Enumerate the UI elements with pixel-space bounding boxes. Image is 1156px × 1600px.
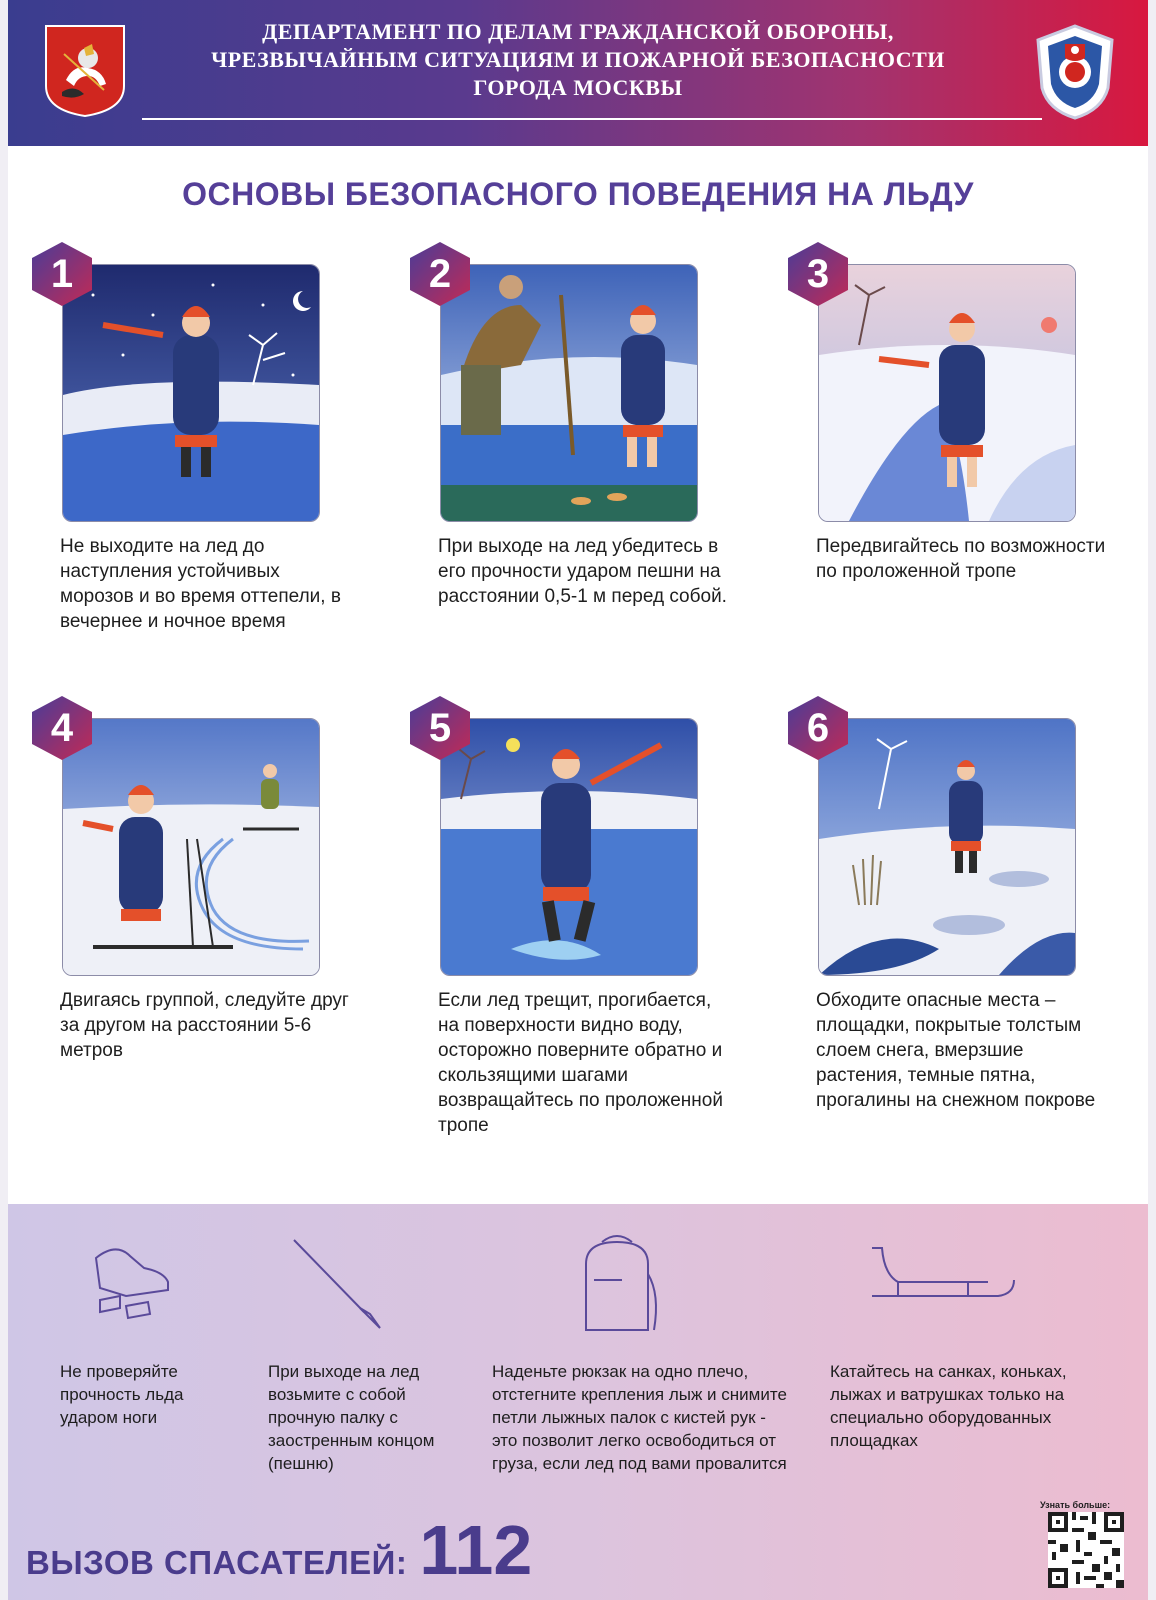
qr-code-icon[interactable]: [1048, 1512, 1124, 1588]
ice-pick-icon: [290, 1236, 386, 1332]
step-3-text: Передвигайтесь по возможности по проложенной тропе: [816, 536, 1106, 582]
boot-icon: [86, 1238, 176, 1322]
step-6-text: Обходите опасные места – площадки, покрытые толстым слоем снега, вмерзшие растения, темные пятна, прогалины на снежном покрове: [816, 990, 1096, 1111]
step-2: [406, 240, 736, 670]
tip-1-text: Не проверяйте прочность льда ударом ноги: [60, 1362, 184, 1427]
rescue-phone-number[interactable]: 112: [419, 1511, 533, 1589]
header-divider: [142, 118, 1042, 120]
mchs-emblem-icon: [1032, 22, 1118, 122]
tip-4-text: Катайтесь на санках, коньках, лыжах и ватрушках только на специально оборудованных площадках: [830, 1362, 1067, 1450]
tip-4: [828, 1230, 1108, 1490]
moscow-coat-of-arms-icon: [44, 24, 126, 118]
step-5-number: 5: [428, 706, 452, 750]
step-4-text: Двигаясь группой, следуйте друг за другом на расстоянии 5-6 метров: [60, 990, 349, 1061]
step-3: [784, 240, 1114, 670]
step-5-text: Если лед трещит, прогибается, на поверхности видно воду, осторожно поверните обратно и скользящими шагами возвращайтесь по проложенной тропе: [438, 990, 723, 1136]
step-6-illustration: [818, 718, 1076, 976]
step-5-badge: [406, 694, 474, 762]
page-title: ОСНОВЫ БЕЗОПАСНОГО ПОВЕДЕНИЯ НА ЛЬДУ: [182, 176, 974, 212]
step-6: [784, 694, 1114, 1154]
step-6-badge: [784, 694, 852, 762]
step-4-number: 4: [50, 706, 74, 750]
step-4: [28, 694, 358, 1154]
step-2-text: При выходе на лед убедитесь в его прочности ударом пешни на расстоянии 0,5-1 м перед собой.: [438, 536, 727, 607]
qr-label: Узнать больше:: [1040, 1500, 1111, 1510]
step-3-badge: [784, 240, 852, 308]
rescue-call: [26, 1510, 532, 1590]
step-4-illustration: [62, 718, 320, 976]
step-5: [406, 694, 736, 1174]
header-org-name: [148, 18, 1008, 102]
step-2-badge: [406, 240, 474, 308]
step-1-badge: [28, 240, 96, 308]
step-1-text: Не выходите на лед до наступления устойчивых морозов и во время оттепели, в вечернее и ночное время: [60, 536, 341, 632]
step-1: [28, 240, 358, 670]
step-1-illustration: [62, 264, 320, 522]
backpack-icon: [572, 1234, 662, 1338]
tip-2-text: При выходе на лед возьмите с собой прочную палку с заостренным концом (пешню): [268, 1362, 435, 1473]
step-4-badge: [28, 694, 96, 762]
header-banner: [8, 0, 1148, 146]
tip-3: [492, 1230, 802, 1500]
tip-1: [60, 1230, 240, 1490]
step-3-number: 3: [806, 252, 830, 296]
step-5-illustration: [440, 718, 698, 976]
rescue-call-label: ВЫЗОВ СПАСАТЕЛЕЙ:: [26, 1544, 408, 1581]
header-line-2: ЧРЕЗВЫЧАЙНЫМ СИТУАЦИЯМ И ПОЖАРНОЙ БЕЗОПАСНОСТИ: [211, 47, 945, 72]
step-2-illustration: [440, 264, 698, 522]
step-6-number: 6: [806, 706, 830, 750]
header-line-3: ГОРОДА МОСКВЫ: [473, 75, 683, 100]
sled-icon: [868, 1244, 1018, 1322]
step-2-number: 2: [428, 252, 452, 296]
step-1-number: 1: [50, 252, 74, 296]
step-3-illustration: [818, 264, 1076, 522]
tip-2: [260, 1230, 470, 1490]
header-line-1: ДЕПАРТАМЕНТ ПО ДЕЛАМ ГРАЖДАНСКОЙ ОБОРОНЫ,: [262, 19, 894, 44]
tip-3-text: Наденьте рюкзак на одно плечо, отстегните крепления лыж и снимите петли лыжных палок с кистей рук - это позволит легко освободиться от груза, если лед под вами провалится: [492, 1362, 787, 1473]
poster: [8, 0, 1148, 1600]
